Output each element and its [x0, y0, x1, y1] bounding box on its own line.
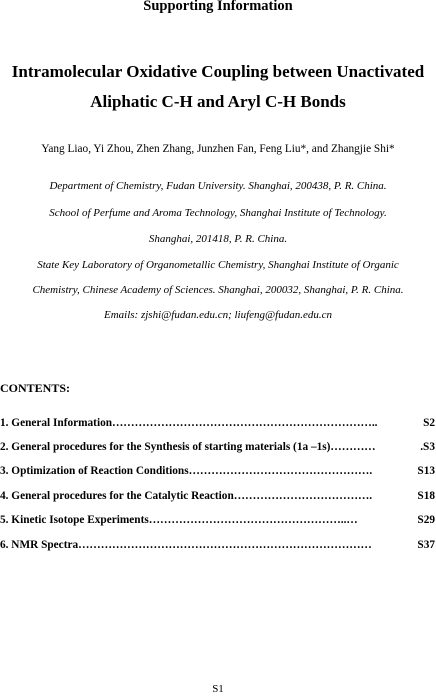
author-list: Yang Liao, Yi Zhou, Zhen Zhang, Junzhen Fan, Feng Liu*, and Zhangjie Shi*: [41, 143, 395, 155]
affiliation-siocas: State Key Laboratory of Organometallic Chemistry, Shanghai Institute of Organic: [37, 259, 399, 271]
toc-entry-label: 4. General procedures for the Catalytic Reaction……………………………….: [0, 490, 373, 502]
toc-entry-page: S13: [417, 465, 435, 477]
toc-entry-label: 5. Kinetic Isotope Experiments……………………………………………..…: [0, 514, 358, 526]
toc-entry-label: 1. General Information……………………………………………………………..: [0, 417, 378, 429]
affiliation-sit: School of Perfume and Aroma Technology, Shanghai Institute of Technology.: [49, 207, 387, 219]
toc-entry-page: S2: [423, 417, 435, 429]
paper-title-line-1: Intramolecular Oxidative Coupling between Unactivated: [11, 62, 425, 81]
toc-entry-page: S18: [417, 490, 435, 502]
affiliation-fudan: Department of Chemistry, Fudan University. Shanghai, 200438, P. R. China.: [49, 180, 387, 192]
toc-entry-page: .S3: [420, 441, 435, 453]
toc-entry-page: S37: [417, 539, 435, 551]
contact-emails: Emails: zjshi@fudan.edu.cn; liufeng@fudan.edu.cn: [104, 309, 332, 321]
toc-entry-label: 6. NMR Spectra……………………………………………………………………: [0, 539, 372, 551]
affiliation-sit-address: Shanghai, 201418, P. R. China.: [148, 233, 288, 245]
toc-entry-label: 2. General procedures for the Synthesis of starting materials (1a –1s)…………: [0, 441, 376, 453]
contents-heading: CONTENTS:: [0, 381, 71, 395]
toc-entry-page: S29: [417, 514, 435, 526]
page-number: S1: [212, 683, 224, 695]
affiliation-siocas-address: Chemistry, Chinese Academy of Sciences. Shanghai, 200032, Shanghai, P. R. China.: [32, 284, 404, 296]
supporting-information-header: Supporting Information: [143, 0, 293, 14]
toc-entry-label: 3. Optimization of Reaction Conditions………………………………………….: [0, 465, 373, 477]
paper-title-line-2: Aliphatic C-H and Aryl C-H Bonds: [90, 92, 346, 111]
